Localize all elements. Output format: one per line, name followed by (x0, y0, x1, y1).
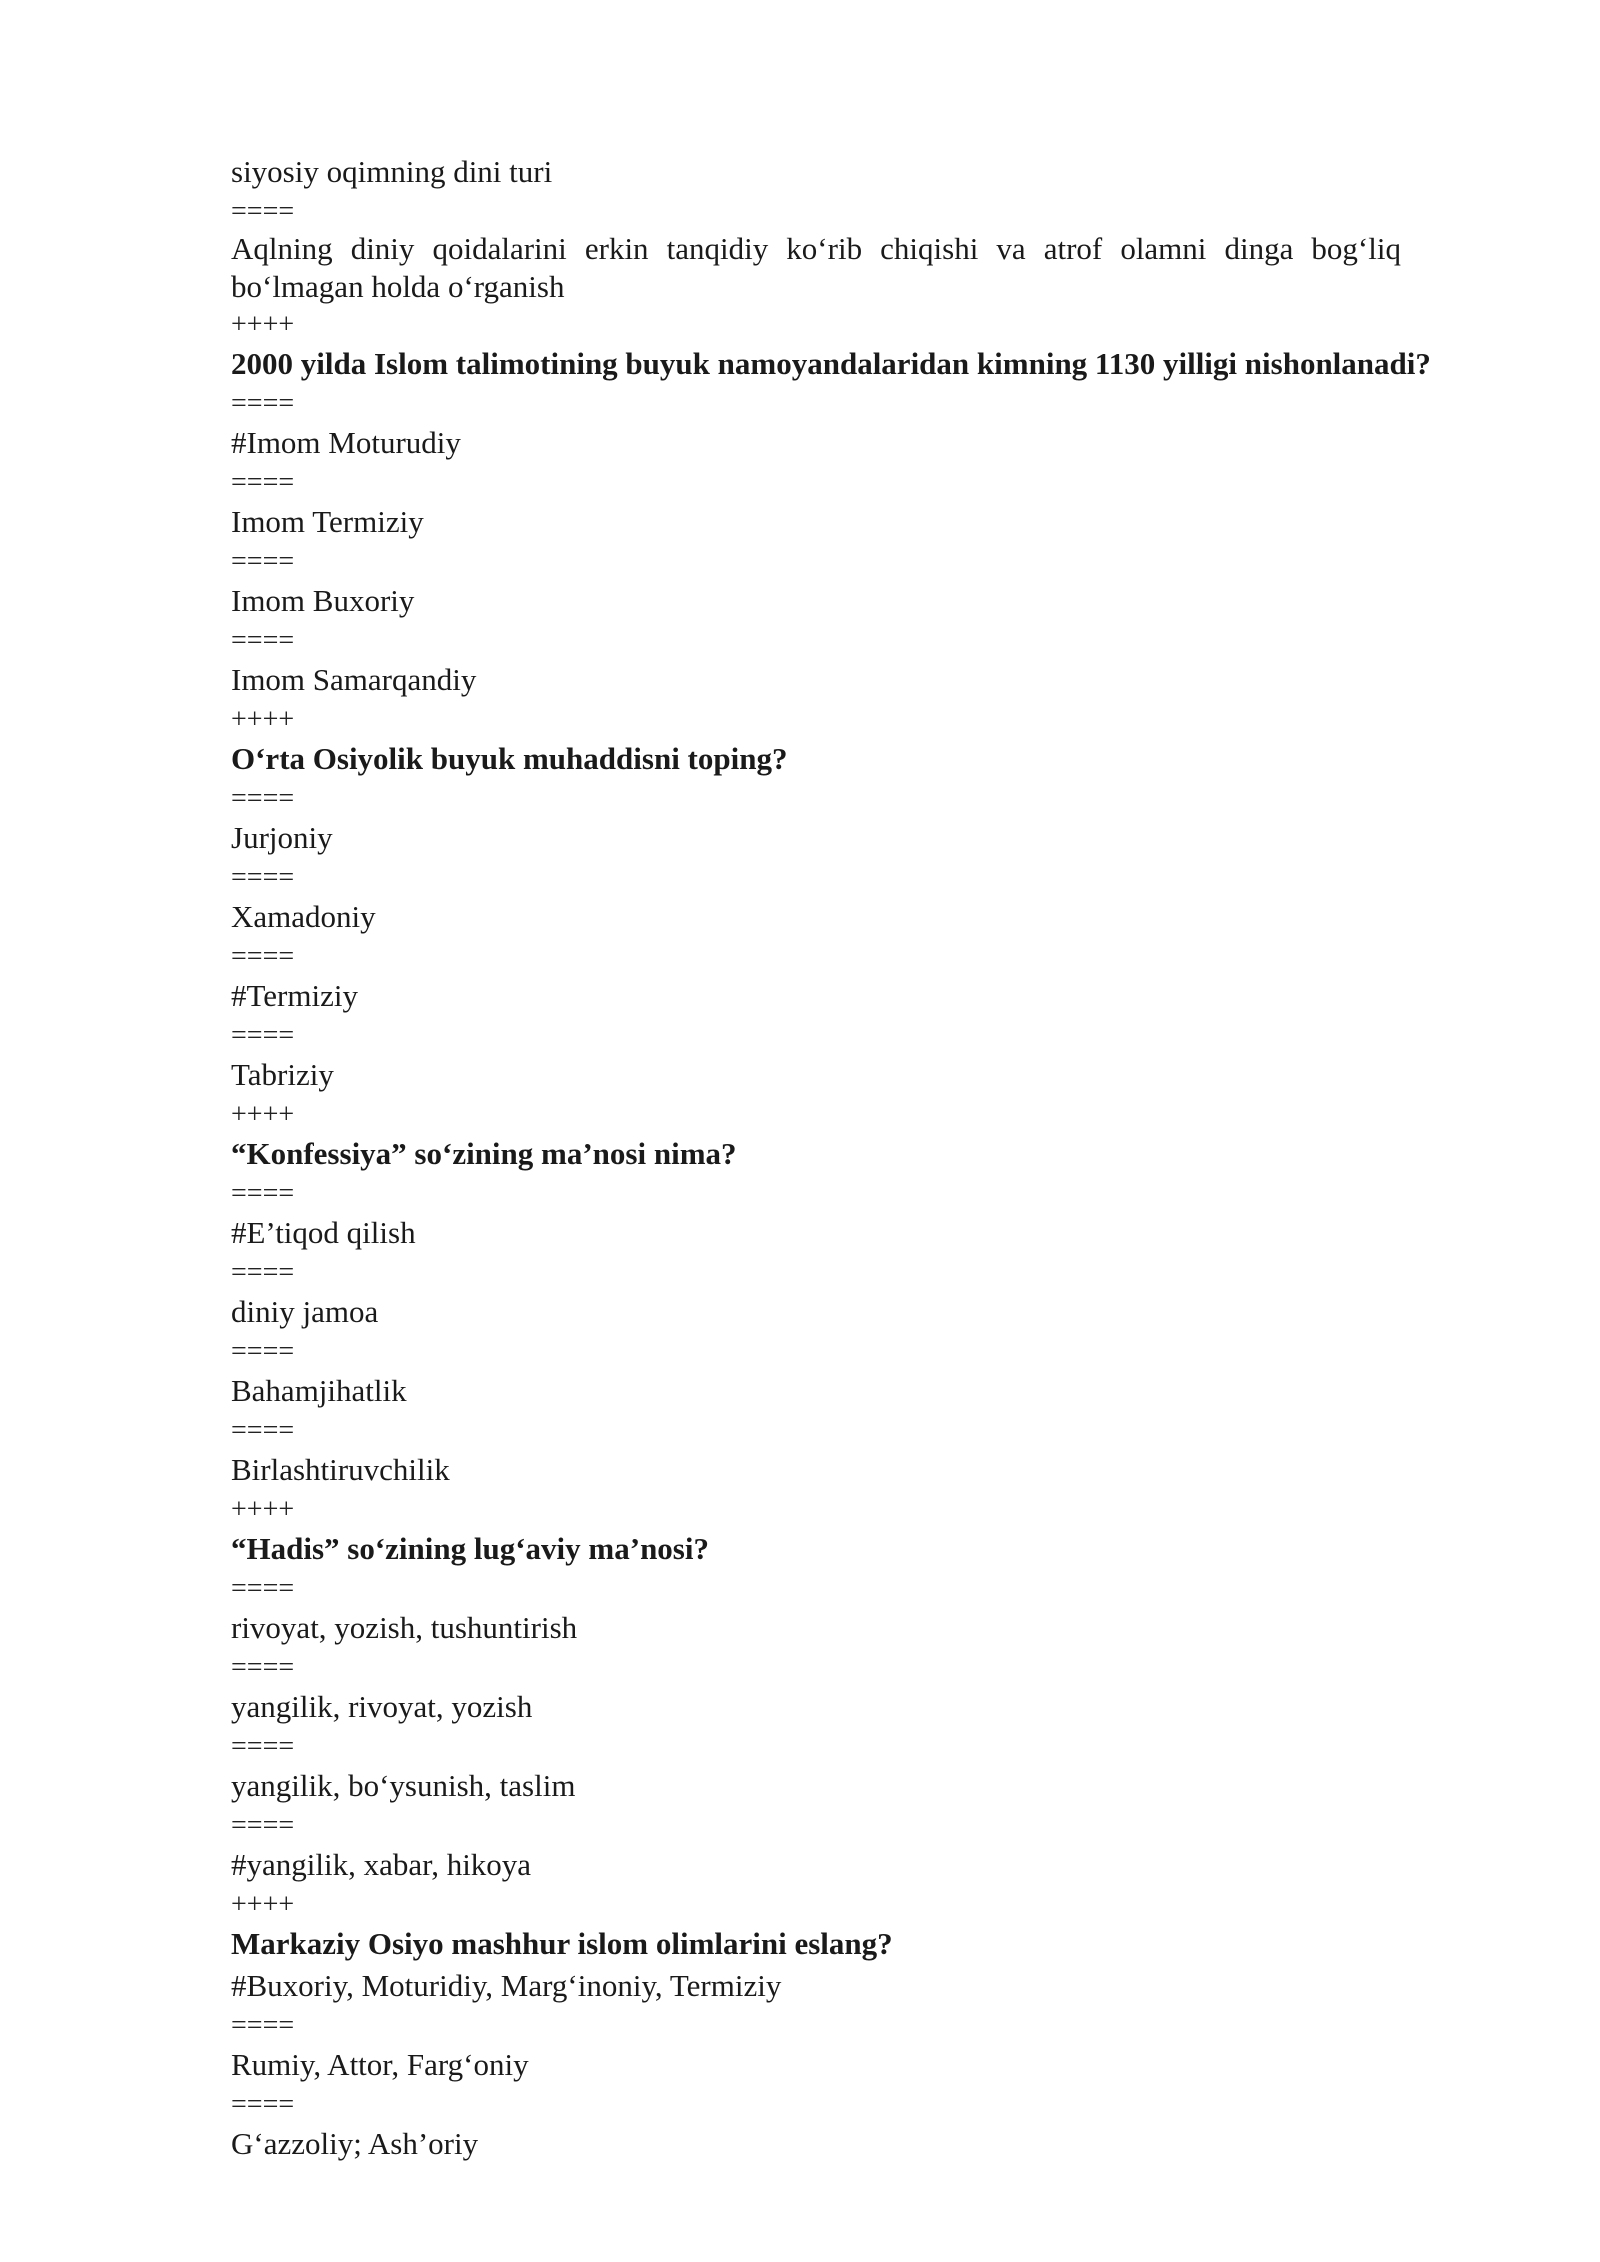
answer-option: Rumiy, Attor, Farg‘oniy (231, 2047, 529, 2082)
answer-option: G‘azzoliy; Ash’oriy (231, 2126, 479, 2161)
separator-line: ==== (231, 941, 295, 972)
separator-line: ==== (231, 388, 295, 419)
separator-line: ==== (231, 1810, 295, 1841)
separator-line: ++++ (231, 704, 295, 735)
answer-option: Bahamjihatlik (231, 1373, 407, 1408)
separator-line: ++++ (231, 309, 295, 340)
separator-line: ==== (231, 1652, 295, 1683)
separator-line: ==== (231, 1257, 295, 1288)
question-text: O‘rta Osiyolik buyuk muhaddisni toping? (231, 741, 788, 776)
separator-line: ==== (231, 1020, 295, 1051)
separator-line: ==== (231, 2010, 295, 2041)
answer-paragraph: Aqlning diniy qoidalarini erkin tanqidiy ko‘rib chiqishi va atrof olamni dinga bog‘liq bo‘lmagan holda o‘rganish (231, 231, 1401, 304)
answer-option: #yangilik, xabar, hikoya (231, 1847, 532, 1882)
separator-line: ==== (231, 2089, 295, 2120)
answer-option: #Imom Moturudiy (231, 425, 461, 460)
separator-line: ++++ (231, 1494, 295, 1525)
question-text: Markaziy Osiyo mashhur islom olimlarini eslang? (231, 1926, 893, 1961)
answer-option: Birlashtiruvchilik (231, 1452, 450, 1487)
separator-line: ++++ (231, 1889, 295, 1920)
separator-line: ==== (231, 625, 295, 656)
answer-option: yangilik, bo‘ysunish, taslim (231, 1768, 576, 1803)
question-text: “Konfessiya” so‘zining ma’nosi nima? (231, 1136, 737, 1171)
answer-option: siyosiy oqimning dini turi (231, 154, 553, 189)
separator-line: ==== (231, 1178, 295, 1209)
answer-option: #E’tiqod qilish (231, 1215, 416, 1250)
separator-line: ==== (231, 862, 295, 893)
answer-option: yangilik, rivoyat, yozish (231, 1689, 533, 1724)
answer-option: Imom Termiziy (231, 504, 424, 539)
question-text: “Hadis” so‘zining lug‘aviy ma’nosi? (231, 1531, 709, 1566)
separator-line: ==== (231, 1573, 295, 1604)
answer-option: Jurjoniy (231, 820, 333, 855)
answer-option: #Buxoriy, Moturidiy, Marg‘inoniy, Termiziy (231, 1968, 782, 2003)
answer-option: diniy jamoa (231, 1294, 379, 1329)
separator-line: ==== (231, 1731, 295, 1762)
answer-option: Imom Buxoriy (231, 583, 415, 618)
separator-line: ==== (231, 196, 295, 227)
separator-line: ==== (231, 783, 295, 814)
answer-option: rivoyat, yozish, tushuntirish (231, 1610, 578, 1645)
separator-line: ==== (231, 1336, 295, 1367)
answer-option: Tabriziy (231, 1057, 334, 1092)
separator-line: ==== (231, 467, 295, 498)
answer-option: #Termiziy (231, 978, 358, 1013)
document-body (231, 151, 1491, 2165)
answer-option: Xamadoniy (231, 899, 376, 934)
separator-line: ==== (231, 546, 295, 577)
question-text: 2000 yilda Islom talimotining buyuk namoyandalaridan kimning 1130 yilligi nishonlanadi? (231, 346, 1431, 381)
answer-option: Imom Samarqandiy (231, 662, 477, 697)
separator-line: ==== (231, 1415, 295, 1446)
separator-line: ++++ (231, 1099, 295, 1130)
